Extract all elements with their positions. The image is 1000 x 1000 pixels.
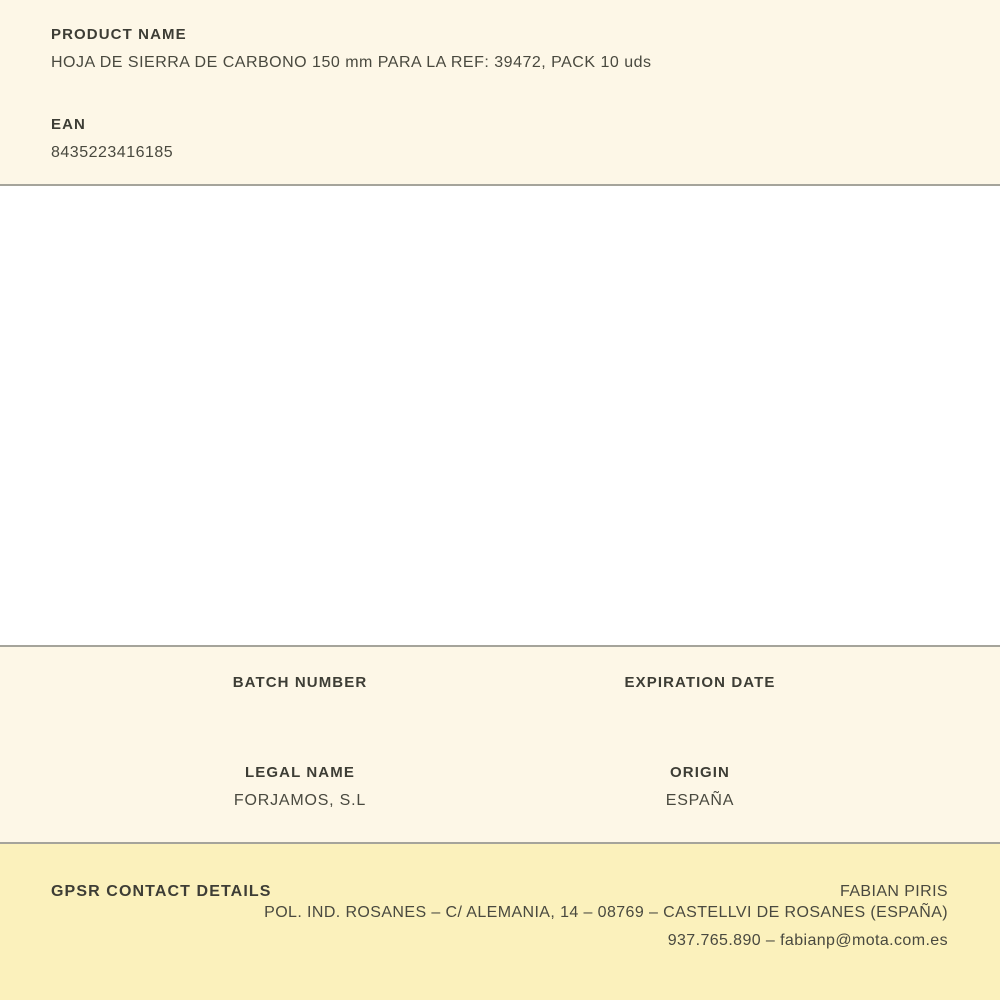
- gpsr-contact-section: [0, 844, 1000, 1000]
- product-info-section: [0, 0, 1000, 186]
- gpsr-contact-heading: GPSR CONTACT DETAILS: [51, 883, 272, 900]
- details-section: [0, 645, 1000, 844]
- details-grid: [100, 673, 900, 811]
- contact-address-line: POL. IND. ROSANES – C/ ALEMANIA, 14 – 08769 – CASTELLVI DE ROSANES (ESPAÑA): [264, 904, 948, 921]
- origin-label: ORIGIN: [670, 764, 730, 781]
- product-name-label: PRODUCT NAME: [51, 26, 187, 43]
- origin-field: [500, 763, 900, 811]
- expiration-date-label: EXPIRATION DATE: [624, 674, 776, 691]
- batch-number-label: BATCH NUMBER: [232, 674, 368, 691]
- expiration-date-field: [500, 673, 900, 763]
- legal-name-field: [100, 763, 500, 811]
- legal-name-label: LEGAL NAME: [245, 764, 355, 781]
- origin-value: ESPAÑA: [665, 792, 735, 809]
- ean-label: EAN: [51, 116, 86, 133]
- batch-number-field: [100, 673, 500, 763]
- ean-value: 8435223416185: [51, 144, 174, 161]
- gpsr-contact-header-row: [51, 881, 948, 902]
- legal-name-value: FORJAMOS, S.L: [233, 792, 367, 809]
- expiration-date-value: [500, 701, 900, 721]
- contact-person-name: FABIAN PIRIS: [840, 883, 948, 900]
- batch-number-value: [100, 701, 500, 721]
- product-name-field: [51, 25, 949, 73]
- blank-content-area: [0, 186, 1000, 645]
- ean-field: [51, 115, 949, 163]
- product-name-value: HOJA DE SIERRA DE CARBONO 150 mm PARA LA REF: 39472, PACK 10 uds: [51, 54, 652, 71]
- contact-phone-email-line: 937.765.890 – fabianp@mota.com.es: [667, 932, 948, 949]
